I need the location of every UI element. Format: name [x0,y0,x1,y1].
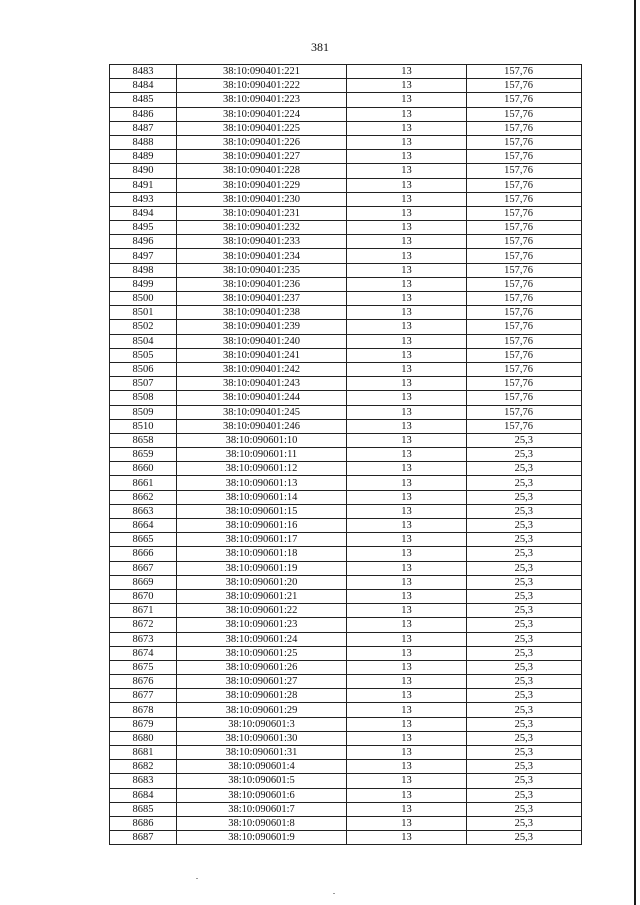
zone-cell: 13 [347,377,467,391]
zone-cell: 13 [347,646,467,660]
row-number-cell: 8507 [110,377,177,391]
table-row [110,519,582,533]
table-row [110,760,582,774]
value-cell: 25,3 [467,433,582,447]
row-number-cell: 8676 [110,675,177,689]
zone-cell: 13 [347,206,467,220]
row-number-cell: 8487 [110,121,177,135]
value-cell: 157,76 [467,320,582,334]
zone-cell: 13 [347,249,467,263]
value-cell: 157,76 [467,150,582,164]
cadastral-number-cell: 38:10:090601:28 [177,689,347,703]
table-row [110,235,582,249]
zone-cell: 13 [347,150,467,164]
table-row [110,632,582,646]
table-row [110,533,582,547]
value-cell: 25,3 [467,703,582,717]
table-row [110,788,582,802]
value-cell: 157,76 [467,178,582,192]
row-number-cell: 8686 [110,816,177,830]
value-cell: 25,3 [467,575,582,589]
zone-cell: 13 [347,65,467,79]
value-cell: 25,3 [467,831,582,845]
table-row [110,448,582,462]
zone-cell: 13 [347,589,467,603]
cadastral-number-cell: 38:10:090601:6 [177,788,347,802]
zone-cell: 13 [347,717,467,731]
table-row [110,746,582,760]
cadastral-number-cell: 38:10:090601:7 [177,802,347,816]
table-row [110,65,582,79]
zone-cell: 13 [347,774,467,788]
zone-cell: 13 [347,632,467,646]
cadastral-number-cell: 38:10:090601:8 [177,816,347,830]
cadastral-number-cell: 38:10:090401:234 [177,249,347,263]
cadastral-number-cell: 38:10:090601:27 [177,675,347,689]
table-row [110,561,582,575]
zone-cell: 13 [347,519,467,533]
cadastral-number-cell: 38:10:090601:23 [177,618,347,632]
table-row [110,292,582,306]
value-cell: 25,3 [467,788,582,802]
value-cell: 25,3 [467,774,582,788]
row-number-cell: 8483 [110,65,177,79]
cadastral-number-cell: 38:10:090401:233 [177,235,347,249]
zone-cell: 13 [347,263,467,277]
value-cell: 157,76 [467,419,582,433]
table-row [110,362,582,376]
table-row [110,164,582,178]
row-number-cell: 8498 [110,263,177,277]
table-row [110,121,582,135]
cadastral-number-cell: 38:10:090601:29 [177,703,347,717]
value-cell: 157,76 [467,93,582,107]
zone-cell: 13 [347,277,467,291]
row-number-cell: 8510 [110,419,177,433]
row-number-cell: 8497 [110,249,177,263]
row-number-cell: 8502 [110,320,177,334]
value-cell: 25,3 [467,448,582,462]
row-number-cell: 8485 [110,93,177,107]
value-cell: 25,3 [467,547,582,561]
row-number-cell: 8684 [110,788,177,802]
cadastral-number-cell: 38:10:090601:14 [177,490,347,504]
row-number-cell: 8508 [110,391,177,405]
cadastral-number-cell: 38:10:090601:4 [177,760,347,774]
row-number-cell: 8505 [110,348,177,362]
table-row [110,575,582,589]
value-cell: 25,3 [467,646,582,660]
row-number-cell: 8675 [110,660,177,674]
value-cell: 157,76 [467,348,582,362]
row-number-cell: 8493 [110,192,177,206]
table-row [110,391,582,405]
row-number-cell: 8663 [110,504,177,518]
zone-cell: 13 [347,476,467,490]
row-number-cell: 8501 [110,306,177,320]
cadastral-number-cell: 38:10:090401:241 [177,348,347,362]
row-number-cell: 8509 [110,405,177,419]
value-cell: 157,76 [467,306,582,320]
row-number-cell: 8490 [110,164,177,178]
row-number-cell: 8672 [110,618,177,632]
table-row [110,405,582,419]
cadastral-number-cell: 38:10:090401:229 [177,178,347,192]
cadastral-number-cell: 38:10:090401:227 [177,150,347,164]
value-cell: 157,76 [467,405,582,419]
row-number-cell: 8659 [110,448,177,462]
value-cell: 157,76 [467,249,582,263]
cadastral-table [109,64,582,845]
value-cell: 157,76 [467,192,582,206]
cadastral-number-cell: 38:10:090601:26 [177,660,347,674]
cadastral-number-cell: 38:10:090401:235 [177,263,347,277]
table-row [110,660,582,674]
row-number-cell: 8667 [110,561,177,575]
value-cell: 157,76 [467,334,582,348]
cadastral-number-cell: 38:10:090601:20 [177,575,347,589]
cadastral-number-cell: 38:10:090601:3 [177,717,347,731]
value-cell: 25,3 [467,746,582,760]
value-cell: 25,3 [467,589,582,603]
table-row [110,206,582,220]
row-number-cell: 8484 [110,79,177,93]
zone-cell: 13 [347,746,467,760]
cadastral-number-cell: 38:10:090601:11 [177,448,347,462]
cadastral-number-cell: 38:10:090601:24 [177,632,347,646]
zone-cell: 13 [347,660,467,674]
value-cell: 25,3 [467,462,582,476]
table-row [110,774,582,788]
table-row [110,490,582,504]
zone-cell: 13 [347,788,467,802]
value-cell: 25,3 [467,490,582,504]
zone-cell: 13 [347,121,467,135]
row-number-cell: 8682 [110,760,177,774]
cadastral-number-cell: 38:10:090401:242 [177,362,347,376]
cadastral-number-cell: 38:10:090401:223 [177,93,347,107]
row-number-cell: 8677 [110,689,177,703]
value-cell: 157,76 [467,206,582,220]
zone-cell: 13 [347,306,467,320]
table-row [110,547,582,561]
zone-cell: 13 [347,334,467,348]
table-row [110,816,582,830]
cadastral-number-cell: 38:10:090601:25 [177,646,347,660]
cadastral-number-cell: 38:10:090601:5 [177,774,347,788]
value-cell: 157,76 [467,221,582,235]
table-row [110,107,582,121]
table-row [110,306,582,320]
zone-cell: 13 [347,760,467,774]
cadastral-number-cell: 38:10:090401:221 [177,65,347,79]
row-number-cell: 8658 [110,433,177,447]
zone-cell: 13 [347,462,467,476]
row-number-cell: 8671 [110,604,177,618]
table-row [110,192,582,206]
zone-cell: 13 [347,618,467,632]
cadastral-number-cell: 38:10:090401:224 [177,107,347,121]
value-cell: 25,3 [467,519,582,533]
cadastral-number-cell: 38:10:090401:239 [177,320,347,334]
cadastral-number-cell: 38:10:090601:22 [177,604,347,618]
zone-cell: 13 [347,192,467,206]
scan-speck [196,878,198,879]
value-cell: 157,76 [467,164,582,178]
table-row [110,433,582,447]
zone-cell: 13 [347,320,467,334]
value-cell: 157,76 [467,377,582,391]
cadastral-number-cell: 38:10:090401:240 [177,334,347,348]
table-row [110,277,582,291]
table-body [110,65,582,845]
row-number-cell: 8494 [110,206,177,220]
zone-cell: 13 [347,448,467,462]
table-row [110,334,582,348]
table-row [110,377,582,391]
zone-cell: 13 [347,575,467,589]
value-cell: 157,76 [467,135,582,149]
cadastral-number-cell: 38:10:090401:245 [177,405,347,419]
cadastral-number-cell: 38:10:090601:12 [177,462,347,476]
zone-cell: 13 [347,419,467,433]
value-cell: 157,76 [467,263,582,277]
zone-cell: 13 [347,490,467,504]
value-cell: 25,3 [467,802,582,816]
cadastral-number-cell: 38:10:090401:230 [177,192,347,206]
zone-cell: 13 [347,221,467,235]
zone-cell: 13 [347,79,467,93]
cadastral-number-cell: 38:10:090601:10 [177,433,347,447]
table-row [110,831,582,845]
row-number-cell: 8678 [110,703,177,717]
table-row [110,462,582,476]
cadastral-number-cell: 38:10:090601:19 [177,561,347,575]
table-row [110,135,582,149]
table-row [110,731,582,745]
row-number-cell: 8506 [110,362,177,376]
value-cell: 25,3 [467,632,582,646]
cadastral-number-cell: 38:10:090401:228 [177,164,347,178]
value-cell: 25,3 [467,675,582,689]
zone-cell: 13 [347,504,467,518]
value-cell: 25,3 [467,561,582,575]
row-number-cell: 8486 [110,107,177,121]
cadastral-number-cell: 38:10:090401:236 [177,277,347,291]
row-number-cell: 8491 [110,178,177,192]
zone-cell: 13 [347,703,467,717]
cadastral-number-cell: 38:10:090601:21 [177,589,347,603]
row-number-cell: 8683 [110,774,177,788]
row-number-cell: 8666 [110,547,177,561]
cadastral-number-cell: 38:10:090401:225 [177,121,347,135]
row-number-cell: 8685 [110,802,177,816]
row-number-cell: 8495 [110,221,177,235]
value-cell: 157,76 [467,277,582,291]
row-number-cell: 8674 [110,646,177,660]
cadastral-number-cell: 38:10:090601:15 [177,504,347,518]
zone-cell: 13 [347,802,467,816]
zone-cell: 13 [347,348,467,362]
value-cell: 157,76 [467,79,582,93]
zone-cell: 13 [347,178,467,192]
row-number-cell: 8679 [110,717,177,731]
table-row [110,604,582,618]
value-cell: 157,76 [467,362,582,376]
row-number-cell: 8489 [110,150,177,164]
value-cell: 157,76 [467,292,582,306]
value-cell: 157,76 [467,121,582,135]
cadastral-number-cell: 38:10:090601:18 [177,547,347,561]
zone-cell: 13 [347,362,467,376]
zone-cell: 13 [347,831,467,845]
row-number-cell: 8660 [110,462,177,476]
table-row [110,618,582,632]
row-number-cell: 8662 [110,490,177,504]
page-number: 381 [311,40,329,54]
row-number-cell: 8670 [110,589,177,603]
cadastral-number-cell: 38:10:090401:231 [177,206,347,220]
zone-cell: 13 [347,675,467,689]
value-cell: 25,3 [467,760,582,774]
table-row [110,504,582,518]
zone-cell: 13 [347,533,467,547]
cadastral-number-cell: 38:10:090401:226 [177,135,347,149]
cadastral-number-cell: 38:10:090601:16 [177,519,347,533]
zone-cell: 13 [347,604,467,618]
row-number-cell: 8680 [110,731,177,745]
table-row [110,476,582,490]
cadastral-number-cell: 38:10:090601:30 [177,731,347,745]
cadastral-number-cell: 38:10:090401:232 [177,221,347,235]
cadastral-number-cell: 38:10:090401:238 [177,306,347,320]
table-row [110,320,582,334]
row-number-cell: 8673 [110,632,177,646]
zone-cell: 13 [347,433,467,447]
row-number-cell: 8499 [110,277,177,291]
row-number-cell: 8504 [110,334,177,348]
value-cell: 25,3 [467,533,582,547]
table-row [110,348,582,362]
table-row [110,689,582,703]
table-row [110,221,582,235]
table-row [110,717,582,731]
table-row [110,178,582,192]
value-cell: 25,3 [467,731,582,745]
cadastral-number-cell: 38:10:090601:31 [177,746,347,760]
cadastral-number-cell: 38:10:090401:244 [177,391,347,405]
row-number-cell: 8661 [110,476,177,490]
value-cell: 157,76 [467,65,582,79]
table-row [110,263,582,277]
zone-cell: 13 [347,405,467,419]
row-number-cell: 8488 [110,135,177,149]
zone-cell: 13 [347,107,467,121]
zone-cell: 13 [347,391,467,405]
cadastral-number-cell: 38:10:090401:243 [177,377,347,391]
value-cell: 25,3 [467,660,582,674]
zone-cell: 13 [347,135,467,149]
table-row [110,646,582,660]
cadastral-number-cell: 38:10:090401:246 [177,419,347,433]
row-number-cell: 8496 [110,235,177,249]
zone-cell: 13 [347,561,467,575]
row-number-cell: 8665 [110,533,177,547]
zone-cell: 13 [347,164,467,178]
zone-cell: 13 [347,292,467,306]
row-number-cell: 8500 [110,292,177,306]
scan-speck [333,893,335,894]
cadastral-number-cell: 38:10:090401:237 [177,292,347,306]
zone-cell: 13 [347,689,467,703]
table-row [110,249,582,263]
zone-cell: 13 [347,235,467,249]
value-cell: 157,76 [467,235,582,249]
cadastral-number-cell: 38:10:090601:13 [177,476,347,490]
zone-cell: 13 [347,93,467,107]
value-cell: 25,3 [467,816,582,830]
value-cell: 25,3 [467,604,582,618]
value-cell: 157,76 [467,391,582,405]
table-row [110,150,582,164]
row-number-cell: 8681 [110,746,177,760]
page-edge [634,0,636,905]
value-cell: 25,3 [467,618,582,632]
cadastral-number-cell: 38:10:090601:9 [177,831,347,845]
cadastral-number-cell: 38:10:090401:222 [177,79,347,93]
row-number-cell: 8687 [110,831,177,845]
value-cell: 25,3 [467,504,582,518]
table-row [110,419,582,433]
value-cell: 25,3 [467,717,582,731]
table-row [110,703,582,717]
value-cell: 25,3 [467,476,582,490]
table-row [110,79,582,93]
cadastral-number-cell: 38:10:090601:17 [177,533,347,547]
row-number-cell: 8664 [110,519,177,533]
zone-cell: 13 [347,547,467,561]
zone-cell: 13 [347,816,467,830]
row-number-cell: 8669 [110,575,177,589]
table-row [110,589,582,603]
value-cell: 25,3 [467,689,582,703]
value-cell: 157,76 [467,107,582,121]
table-row [110,802,582,816]
table-row [110,675,582,689]
table-row [110,93,582,107]
zone-cell: 13 [347,731,467,745]
